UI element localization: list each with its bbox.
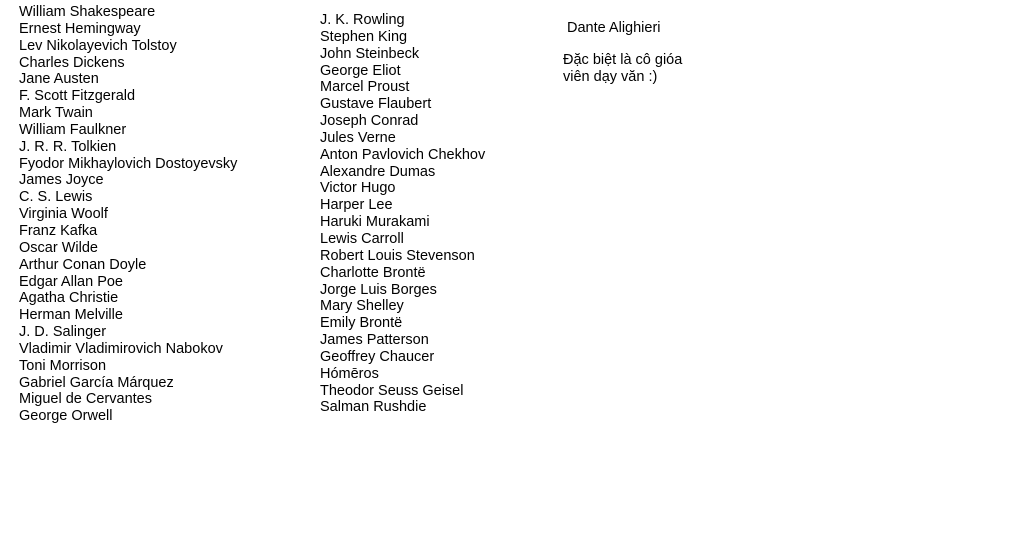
author-name-dante: Dante Alighieri [567,20,661,36]
author-name: George Orwell [19,408,113,425]
author-name: Theodor Seuss Geisel [320,382,464,399]
author-name: Alexandre Dumas [320,163,436,180]
author-name: Lev Nikolayevich Tolstoy [19,37,177,54]
author-name: James Patterson [320,332,429,349]
author-name: William Shakespeare [19,4,156,20]
author-list-column-2 [320,12,485,416]
author-name: J. K. Rowling [320,12,405,28]
author-name: Charles Dickens [19,54,125,71]
author-name: Gabriel García Márquez [19,374,174,391]
author-name: Oscar Wilde [19,239,98,256]
author-name: Herman Melville [19,307,123,324]
author-name: John Steinbeck [320,45,420,62]
author-name: Geoffrey Chaucer [320,348,435,365]
author-name: Vladimir Vladimirovich Nabokov [19,340,223,357]
author-name: Agatha Christie [19,290,119,307]
author-name: Hómēros [320,365,379,382]
author-name: Virginia Woolf [19,206,108,223]
author-name: William Faulkner [19,121,127,138]
author-name: James Joyce [19,172,104,189]
author-name: Miguel de Cervantes [19,391,152,408]
author-name: Stephen King [320,28,408,45]
author-name: Joseph Conrad [320,113,419,130]
author-name: Salman Rushdie [320,399,427,416]
author-name: Ernest Hemingway [19,20,141,37]
author-name: Jane Austen [19,71,99,88]
note-text: Đặc biệt là cô gióa viên dạy văn :) [563,52,683,85]
author-name: Jules Verne [320,129,396,146]
author-list-column-1 [19,4,237,425]
author-name: Franz Kafka [19,222,98,239]
author-name: Harper Lee [320,197,393,214]
author-name: F. Scott Fitzgerald [19,88,136,105]
author-name: C. S. Lewis [19,189,93,206]
author-name: Mark Twain [19,105,93,122]
author-name: Charlotte Brontë [320,264,426,281]
author-name: Haruki Murakami [320,214,430,231]
author-name: George Eliot [320,62,401,79]
author-name: Toni Morrison [19,357,107,374]
author-name: Emily Brontë [320,315,403,332]
author-name: Anton Pavlovich Chekhov [320,146,486,163]
author-name: Jorge Luis Borges [320,281,437,298]
author-name: Mary Shelley [320,298,404,315]
author-name: Arthur Conan Doyle [19,256,147,273]
author-name: Lewis Carroll [320,230,404,247]
author-name: Robert Louis Stevenson [320,247,475,264]
author-name: J. R. R. Tolkien [19,138,117,155]
author-name: Edgar Allan Poe [19,273,123,290]
author-name: Gustave Flaubert [320,96,432,113]
author-name: Fyodor Mikhaylovich Dostoyevsky [19,155,238,172]
author-name: J. D. Salinger [19,324,107,341]
author-name: Marcel Proust [320,79,410,96]
author-name: Victor Hugo [320,180,396,197]
